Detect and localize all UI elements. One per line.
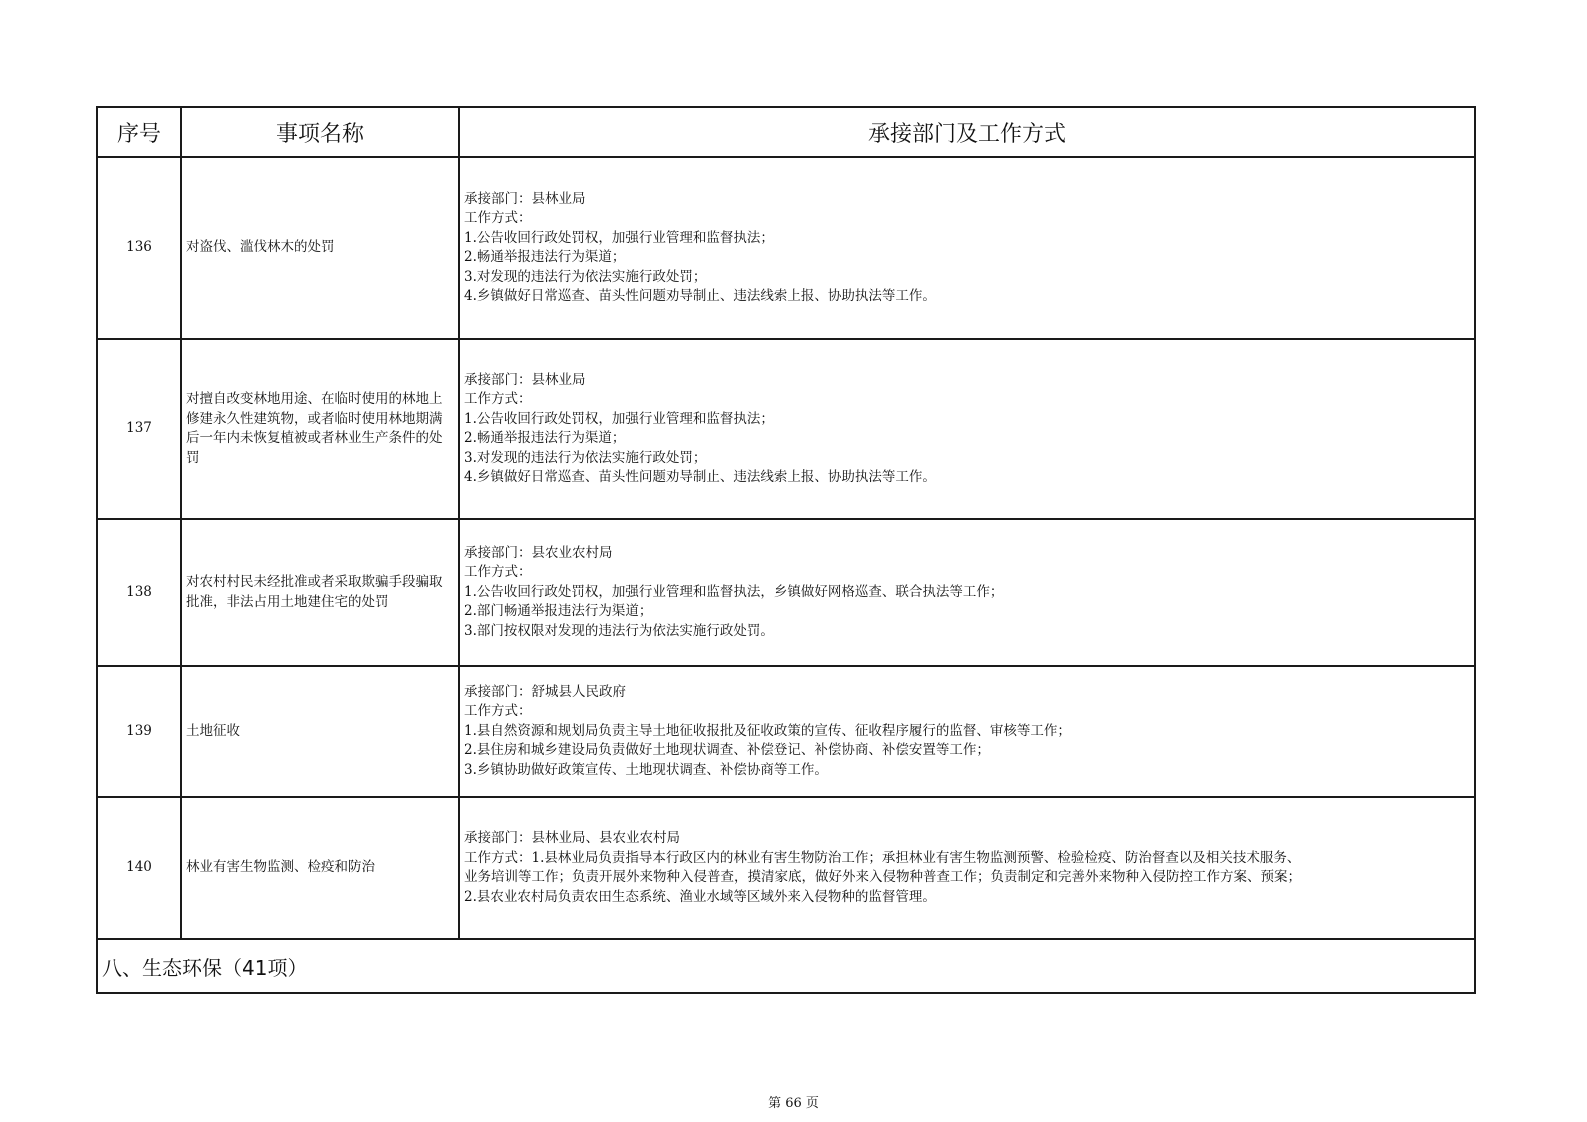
desc-line: 3.对发现的违法行为依法实施行政处罚； [464,449,707,466]
desc-line: 承接部门：县林业局 [464,371,586,388]
header-name: 事项名称 [181,107,459,157]
item-name: 对盗伐、滥伐林木的处罚 [181,157,459,339]
page-number: 第 66 页 [768,1096,819,1111]
table-header-row [97,107,1475,157]
desc-line: 3.对发现的违法行为依法实施行政处罚； [464,268,707,285]
desc-line: 2.畅通举报违法行为渠道； [464,430,626,446]
desc-line: 承接部门：舒城县人民政府 [464,683,626,700]
item-name: 土地征收 [181,666,459,797]
dept-method [459,339,1475,519]
item-name: 对擅自改变林地用途、在临时使用的林地上修建永久性建筑物，或者临时使用林地期满后一年内未恢复植被或者林业生产条件的处罚 [181,339,459,519]
section-title: 八、生态环保（41项） [97,939,1475,993]
desc-line: 承接部门：县林业局 [464,190,586,207]
table-row [97,797,1475,939]
desc-line: 3.乡镇协助做好政策宣传、土地现状调查、补偿协商等工作。 [464,761,828,778]
row-number: 137 [97,339,181,519]
item-name: 对农村村民未经批准或者采取欺骗手段骗取批准，非法占用土地建住宅的处罚 [181,519,459,666]
desc-line: 4.乡镇做好日常巡查、苗头性问题劝导制止、违法线索上报、协助执法等工作。 [464,288,936,304]
row-number: 138 [97,519,181,666]
row-number: 140 [97,797,181,939]
desc-line: 1.公告收回行政处罚权，加强行业管理和监督执法，乡镇做好网格巡查、联合执法等工作； [464,583,1004,600]
dept-method [459,797,1475,939]
desc-line: 工作方式： [464,391,532,407]
desc-line: 3.部门按权限对发现的违法行为依法实施行政处罚。 [464,622,774,639]
table-row [97,157,1475,339]
desc-line: 承接部门：县农业农村局 [464,544,613,561]
dept-method [459,666,1475,797]
table-row [97,339,1475,519]
desc-line: 工作方式： [464,564,532,581]
desc-line: 承接部门：县林业局、县农业农村局 [464,830,680,846]
table-row [97,519,1475,666]
desc-line: 业务培训等工作；负责开展外来物种入侵普查，摸清家底，做好外来入侵物种普查工作；负责制定和完善外来物种入侵防控工作方案、预案； [464,869,1301,885]
desc-line: 2.畅通举报违法行为渠道； [464,249,626,265]
row-number: 139 [97,666,181,797]
desc-line: 工作方式：1.县林业局负责指导本行政区内的林业有害生物防治工作；承担林业有害生物监测预警、检验检疫、防治督查以及相关技术服务、 [464,849,1301,866]
items-table [96,106,1476,994]
table-row [97,666,1475,797]
desc-line: 1.县自然资源和规划局负责主导土地征收报批及征收政策的宣传、征收程序履行的监督、审核等工作； [464,722,1071,739]
desc-line: 工作方式： [464,703,532,720]
header-dept: 承接部门及工作方式 [459,107,1475,157]
dept-method [459,519,1475,666]
desc-line: 4.乡镇做好日常巡查、苗头性问题劝导制止、违法线索上报、协助执法等工作。 [464,469,936,485]
desc-line: 2.部门畅通举报违法行为渠道； [464,603,653,620]
desc-line: 2.县住房和城乡建设局负责做好土地现状调查、补偿登记、补偿协商、补偿安置等工作； [464,742,990,759]
section-row [97,939,1475,993]
desc-line: 1.公告收回行政处罚权，加强行业管理和监督执法； [464,410,774,427]
desc-line: 工作方式： [464,210,532,226]
desc-line: 2.县农业农村局负责农田生态系统、渔业水域等区域外来入侵物种的监督管理。 [464,888,936,905]
row-number: 136 [97,157,181,339]
item-name: 林业有害生物监测、检疫和防治 [181,797,459,939]
header-no: 序号 [97,107,181,157]
desc-line: 1.公告收回行政处罚权，加强行业管理和监督执法； [464,229,774,246]
dept-method [459,157,1475,339]
